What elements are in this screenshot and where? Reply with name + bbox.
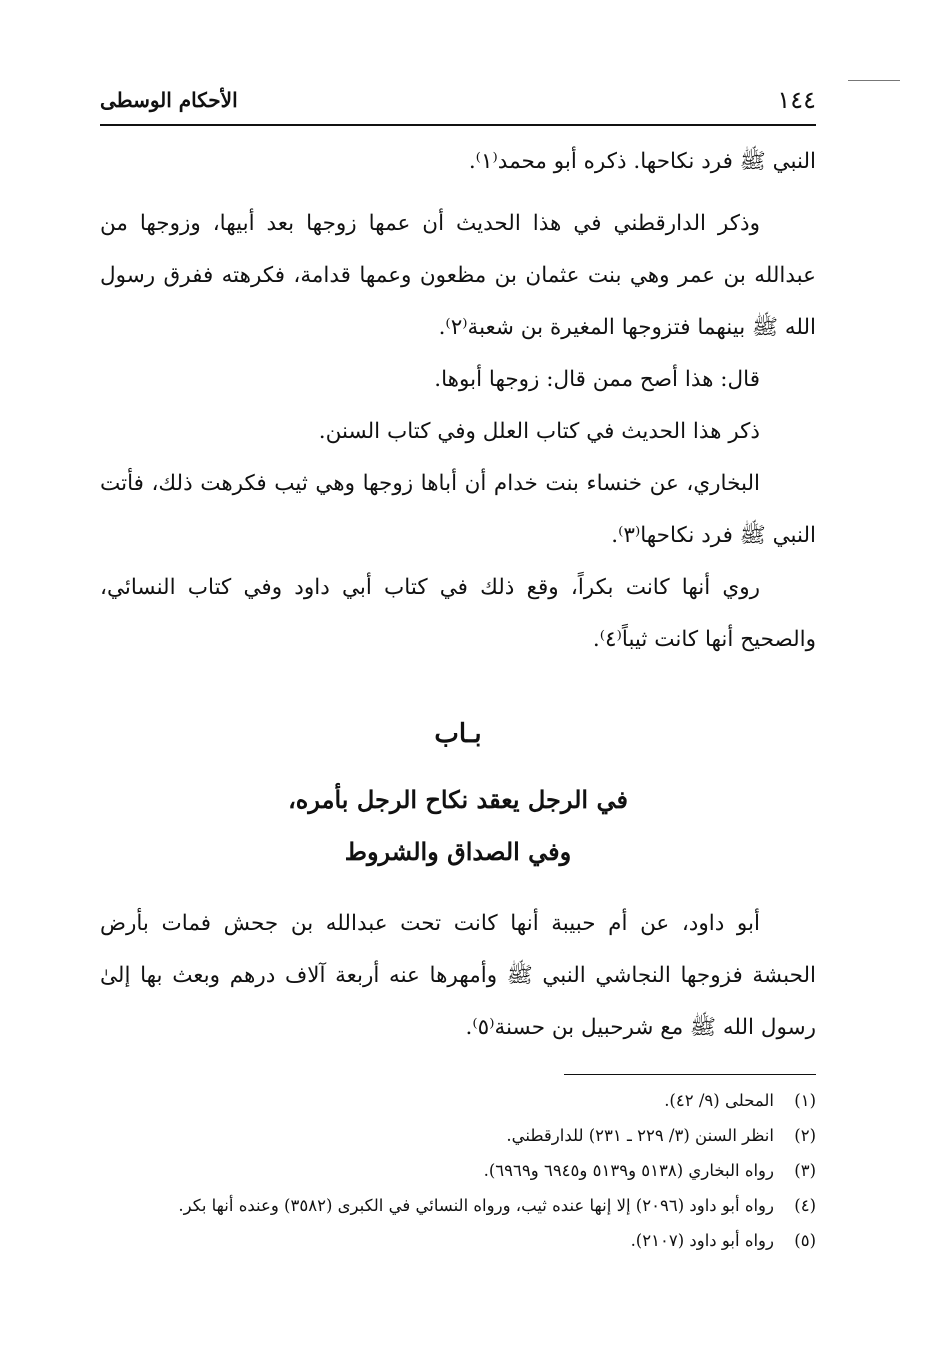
running-title: الأحكام الوسطى [100, 88, 238, 112]
footnote-number: (٤) [794, 1196, 816, 1215]
page-body [100, 136, 816, 1258]
footnote-text: المحلى (٩/ ٤٢). [664, 1091, 774, 1110]
footnote-rule [564, 1074, 816, 1075]
paragraph-dhikr: ذكر هذا الحديث في كتاب العلل وفي كتاب السنن. [318, 419, 760, 444]
paragraph-ruwiya: روي أنها كانت بكراً، وقع ذلك في كتاب أبي داود وفي كتاب النسائي، والصحيح أنها كانت ثيباً⁽٤⁾. [100, 575, 816, 652]
footnote-3 [100, 1153, 816, 1188]
chapter-title-line-2: وفي الصداق والشروط [344, 837, 572, 866]
chapter-label: بـاب [434, 719, 482, 749]
footnote-text: رواه أبو داود (٢٠٩٦) إلا إنها عنده ثيب، ورواه النسائي في الكبرى (٣٥٨٢) وعنده أنها بكر. [178, 1196, 774, 1215]
footnote-text: انظر السنن (٣/ ٢٢٩ ـ ٢٣١) للدارقطني. [506, 1126, 774, 1145]
paragraph-continuation: النبي ﷺ فرد نكاحها. ذكره أبو محمد⁽١⁾. [468, 149, 816, 174]
footnote-2 [100, 1118, 816, 1153]
footnote-number: (٣) [794, 1161, 816, 1180]
corner-mark [848, 80, 900, 81]
footnote-1 [100, 1083, 816, 1118]
footnote-text: رواه البخاري (٥١٣٨ و٥١٣٩ و٦٩٤٥ و٦٩٦٩). [483, 1161, 774, 1180]
footnote-number: (١) [794, 1091, 816, 1110]
page-number: ١٤٤ [777, 86, 816, 114]
chapter-heading [100, 708, 816, 878]
header-rule [100, 124, 816, 126]
footnote-number: (٥) [794, 1231, 816, 1250]
footnote-5 [100, 1223, 816, 1258]
paragraph-daraqutni: وذكر الدارقطني في هذا الحديث أن عمها زوجها بعد أبيها، وزوجها من عبدالله بن عمر وهي بنت عثمان بن مظعون وعمها قدامة، فكرهته ففرق رسول الله ﷺ بينهما فتزوجها المغيرة بن شعبة⁽٢⁾. [100, 211, 816, 340]
footnote-text: رواه أبو داود (٢١٠٧). [630, 1231, 774, 1250]
footnote-number: (٢) [794, 1126, 816, 1145]
footnotes [100, 1083, 816, 1258]
paragraph-qala: قال: هذا أصح ممن قال: زوجها أبوها. [434, 367, 760, 392]
chapter-title-line-1: في الرجل يعقد نكاح الرجل بأمره، [288, 785, 628, 814]
footnote-4 [100, 1188, 816, 1223]
paragraph-abu-dawud: أبو داود، عن أم حبيبة أنها كانت تحت عبدالله بن جحش فمات بأرض الحبشة فزوجها النجاشي النبي ﷺ وأمهرها عنه أربعة آلاف درهم وبعث بها إلىٰ رسول الله ﷺ مع شرحبيل بن حسنة⁽٥⁾. [100, 911, 816, 1040]
page-header [100, 88, 816, 122]
paragraph-bukhari: البخاري، عن خنساء بنت خدام أن أباها زوجها وهي ثيب فكرهت ذلك، فأتت النبي ﷺ فرد نكاحها⁽٣⁾. [100, 471, 816, 548]
